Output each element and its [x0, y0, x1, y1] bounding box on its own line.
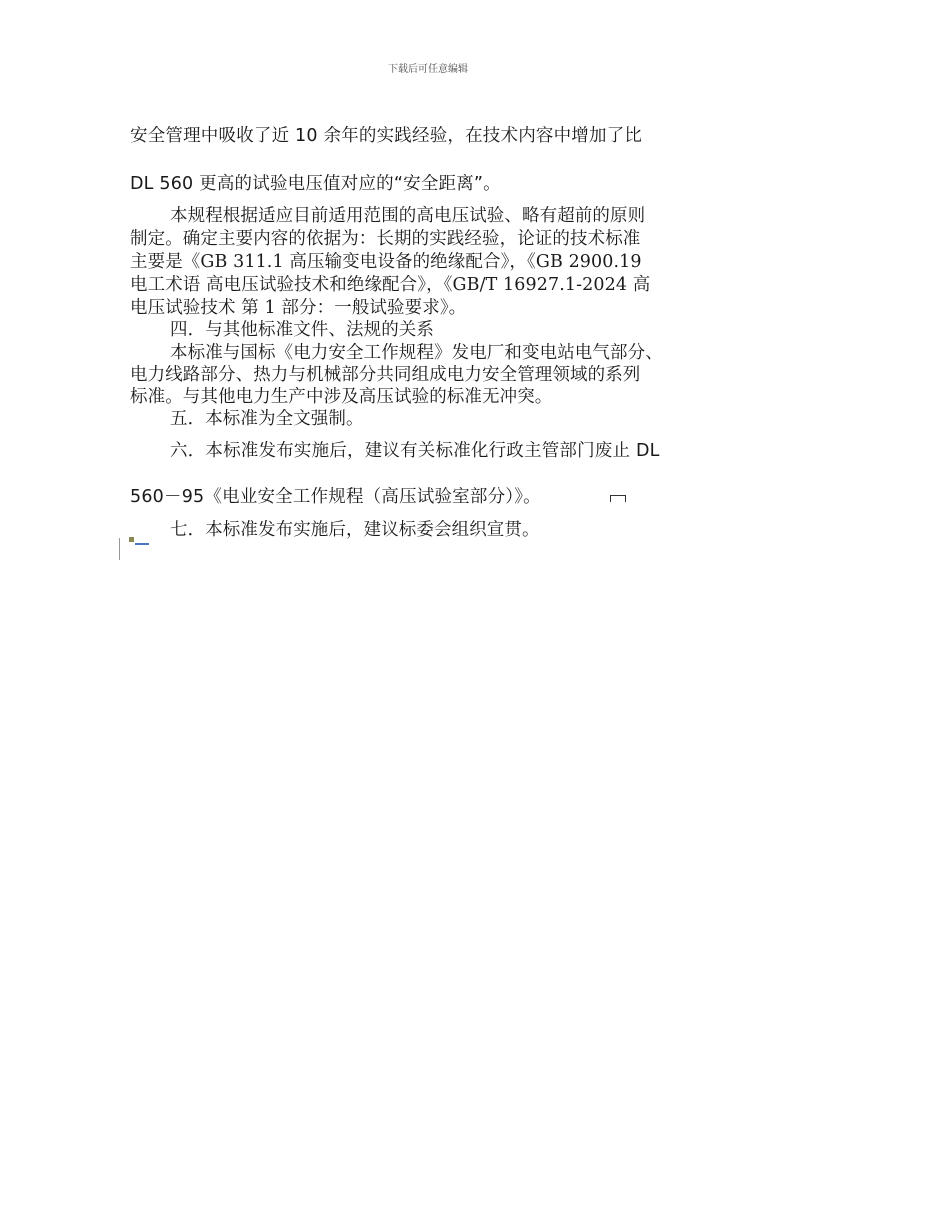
section-heading: 五．本标准为全文强制。	[170, 409, 364, 429]
section-heading: 六．本标准发布实施后，建议有关标准化行政主管部门废止 DL	[170, 441, 660, 461]
margin-bar	[119, 538, 120, 560]
paragraph-line: 电压试验技术 第 1 部分：一般试验要求》。	[130, 298, 467, 318]
anchor-mark	[129, 537, 134, 542]
edit-mark	[610, 495, 626, 502]
paragraph-line: 560－95《电业安全工作规程（高压试验室部分）》。	[130, 487, 541, 507]
paragraph-line: 本规程根据适应目前适用范围的高电压试验、略有超前的原则	[170, 206, 646, 226]
paragraph-line: 主要是《GB 311.1 高压输变电设备的绝缘配合》，《GB 2900.19	[130, 252, 642, 272]
paragraph-line: DL 560 更高的试验电压值对应的“安全距离”。	[130, 174, 501, 194]
paragraph-line: 本标准与国标《电力安全工作规程》发电厂和变电站电气部分、	[170, 343, 663, 363]
section-heading: 四．与其他标准文件、法规的关系	[170, 320, 434, 340]
link-underline	[135, 543, 149, 545]
paragraph-line: 安全管理中吸收了近 10 余年的实践经验，在技术内容中增加了比	[130, 126, 643, 146]
paragraph-line: 电力线路部分、热力与机械部分共同组成电力安全管理领域的系列	[130, 365, 641, 385]
section-heading: 七．本标准发布实施后，建议标委会组织宣贯。	[170, 520, 540, 540]
paragraph-line: 制定。确定主要内容的依据为：长期的实践经验，论证的技术标准	[130, 229, 641, 249]
paragraph-line: 标准。与其他电力生产中涉及高压试验的标准无冲突。	[130, 387, 553, 407]
page-header: 下载后可任意编辑	[388, 64, 468, 75]
paragraph-line: 电工术语 高电压试验技术和绝缘配合》，《GB/T 16927.1-2024 高	[130, 275, 651, 295]
